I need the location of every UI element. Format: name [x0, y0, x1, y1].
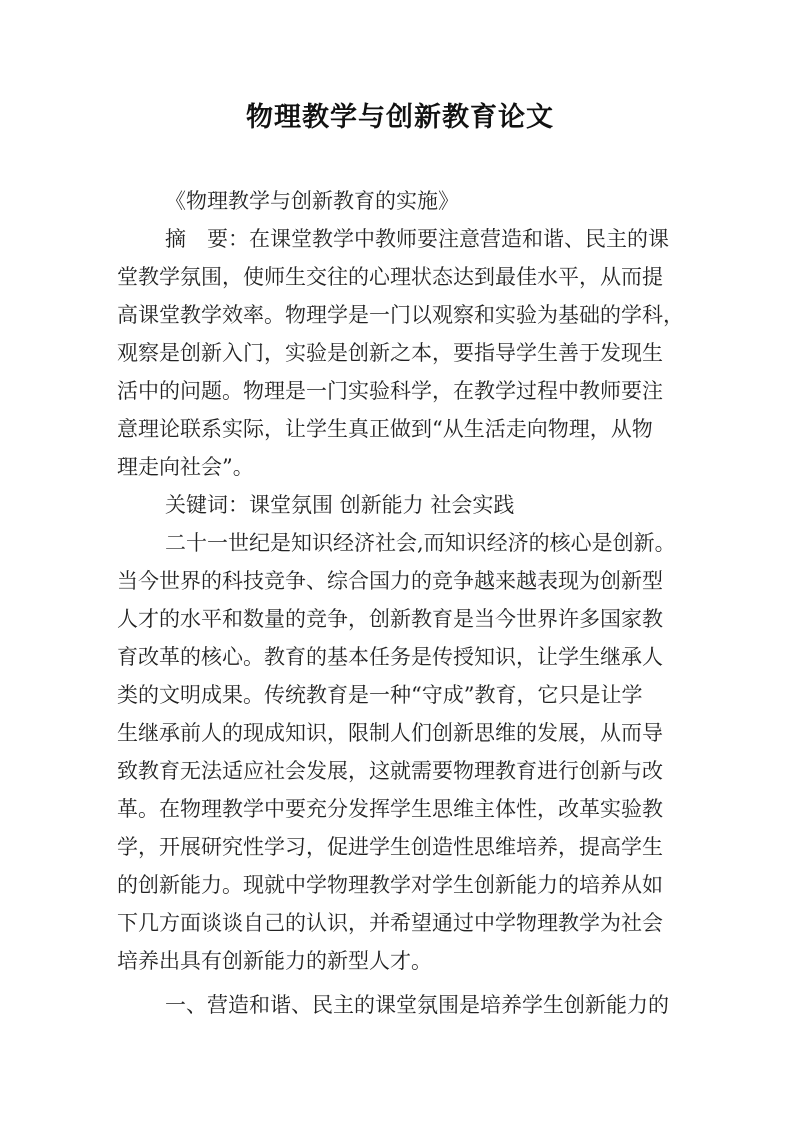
abstract-line: 堂教学氛围，使师生交往的心理状态达到最佳水平，从而提	[117, 265, 663, 289]
paragraph-line: 下几方面谈谈自己的认识，并希望通过中学物理教学为社会	[117, 911, 663, 935]
paragraph-line: 类的文明成果。传统教育是一种“守成”教育，它只是让学	[117, 683, 643, 707]
paragraph-line: 致教育无法适应社会发展，这就需要物理教育进行创新与改	[117, 759, 663, 783]
paragraph-line: 生继承前人的现成知识，限制人们创新思维的发展，从而导	[117, 721, 663, 745]
paragraph-line: 的创新能力。现就中学物理教学对学生创新能力的培养从如	[117, 873, 663, 897]
paragraph-line: 二十一世纪是知识经济社会,而知识经济的核心是创新。	[165, 531, 676, 555]
paragraph-line: 革。在物理教学中要充分发挥学生思维主体性，改革实验教	[117, 797, 663, 821]
paragraph-line: 学，开展研究性学习，促进学生创造性思维培养，提高学生	[117, 835, 663, 859]
keywords: 关键词：课堂氛围 创新能力 社会实践	[165, 493, 515, 517]
paragraph-line: 培养出具有创新能力的新型人才。	[117, 949, 432, 973]
document-title: 物理教学与创新教育论文	[246, 102, 554, 133]
abstract-line: 活中的问题。物理是一门实验科学，在教学过程中教师要注	[117, 379, 663, 403]
body-paragraph	[117, 524, 687, 980]
abstract-line: 观察是创新入门，实验是创新之本，要指导学生善于发现生	[117, 341, 663, 365]
abstract-line: 摘 要：在课堂教学中教师要注意营造和谐、民主的课	[165, 227, 669, 251]
paragraph-line: 人才的水平和数量的竞争，创新教育是当今世界许多国家教	[117, 607, 663, 631]
paragraph-line: 当今世界的科技竞争、综合国力的竞争越来越表现为创新型	[117, 569, 663, 593]
document-body	[117, 182, 687, 1024]
abstract-line: 意理论联系实际，让学生真正做到“从生活走向物理，从物	[117, 417, 653, 441]
abstract-line: 理走向社会”。	[117, 455, 254, 479]
abstract	[117, 220, 687, 486]
paragraph-line: 育改革的核心。教育的基本任务是传授知识，让学生继承人	[117, 645, 663, 669]
subtitle: 《物理教学与创新教育的实施》	[165, 189, 459, 213]
abstract-line: 高课堂教学效率。物理学是一门以观察和实验为基础的学科，	[117, 303, 684, 327]
section-heading: 一、营造和谐、民主的课堂氛围是培养学生创新能力的	[165, 993, 669, 1017]
